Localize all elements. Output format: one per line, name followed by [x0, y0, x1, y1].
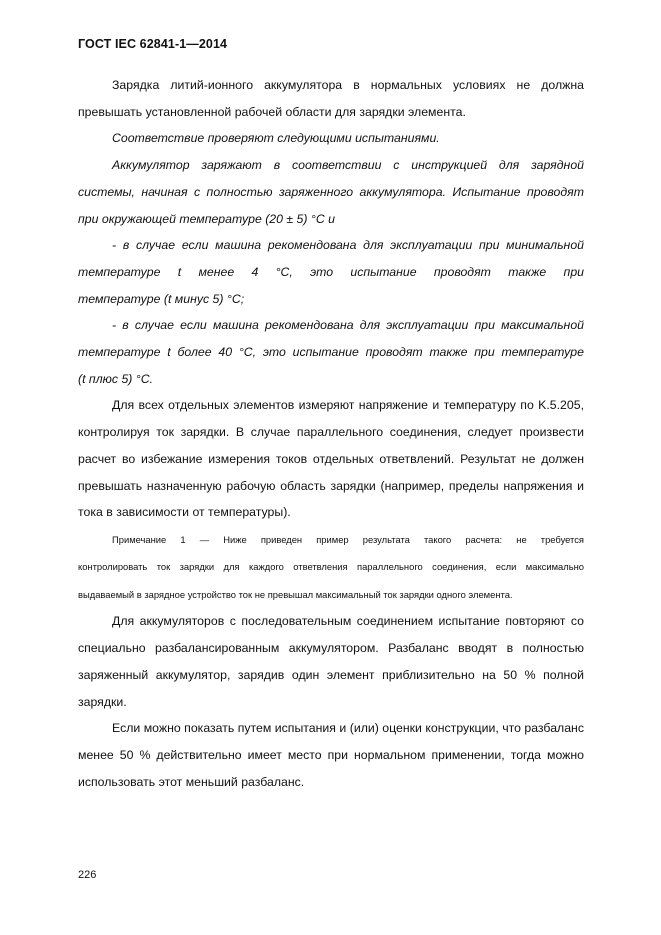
text-line: Зарядка литий-ионного аккумулятора в нормальных условиях не должна: [112, 78, 584, 92]
note-line: контролировать ток зарядки для каждого ответвления параллельного соединения, если максимально: [78, 561, 584, 573]
text-line: - в случае если машина рекомендована для эксплуатации при минимальной: [112, 238, 584, 253]
text-line: расчет во избежание измерения токов отдельных ответвлений. Результат не должен: [78, 451, 584, 466]
text-line: использовать этот меньший разбаланс.: [78, 774, 305, 789]
note-label: Примечание 1: [112, 533, 186, 545]
text-line: менее 50 % действительно имеет место при нормальном применении, тогда можно: [78, 747, 584, 762]
text-line: температуре t более 40 °С, это испытание проводят также при температуре: [78, 345, 584, 360]
paragraph: [78, 715, 584, 795]
text-line: тока в зависимости от температуры).: [78, 505, 291, 520]
paragraph: [78, 608, 584, 715]
note-line: выдаваемый в зарядное устройство ток не превышал максимальный ток зарядки одного элемента.: [78, 588, 513, 600]
text-line: Для всех отдельных элементов измеряют напряжение и температуру по K.5.205,: [112, 398, 584, 413]
text-line: Если можно показать путем испытания и (или) оценки конструкции, что разбаланс: [112, 721, 584, 736]
text-line: превышать назначенную рабочую область зарядки (например, пределы напряжения и: [78, 478, 584, 493]
note-line: [78, 526, 584, 554]
text-line: Для аккумуляторов с последовательным соединением испытание повторяют со: [112, 614, 584, 629]
text-line: заряженный аккумулятор, зарядив один элемент приблизительно на 50 % полной: [78, 667, 584, 682]
paragraph: [78, 392, 584, 526]
list-item: [78, 312, 584, 392]
paragraph: [78, 72, 584, 125]
text-line: (t плюс 5) °С.: [78, 371, 154, 386]
paragraph: [78, 125, 584, 152]
text-line: специально разбалансированным аккумулятором. Разбаланс вводят в полностью: [78, 641, 584, 656]
text-line: Аккумулятор заряжают в соответствии с инструкцией для зарядной: [112, 158, 584, 173]
list-item: [78, 232, 584, 312]
note: [78, 526, 584, 609]
text-line: - в случае если машина рекомендована для эксплуатации при максимальной: [112, 318, 584, 333]
text-line: контролируя ток зарядки. В случае параллельного соединения, следует произвести: [78, 425, 584, 440]
document-body: [78, 72, 584, 795]
page-number: 226: [78, 869, 97, 881]
document-header: ГОСТ IEC 62841-1—2014: [78, 37, 228, 51]
text-line: температуре (t минус 5) °С;: [78, 291, 245, 306]
paragraph: [78, 152, 584, 232]
note-text: — Ниже приведен пример результата такого расчета: не требуется: [199, 533, 584, 545]
text-line: превышать установленной рабочей области для зарядки элемента.: [78, 104, 466, 119]
text-line: Соответствие проверяют следующими испытаниями.: [112, 131, 440, 146]
text-line: системы, начиная с полностью заряженного аккумулятора. Испытание проводят: [78, 184, 584, 199]
text-line: при окружающей температуре (20 ± 5) °С и: [78, 211, 335, 226]
text-line: зарядки.: [78, 694, 127, 709]
text-line: температуре t менее 4 °С, это испытание проводят также при: [78, 264, 584, 279]
